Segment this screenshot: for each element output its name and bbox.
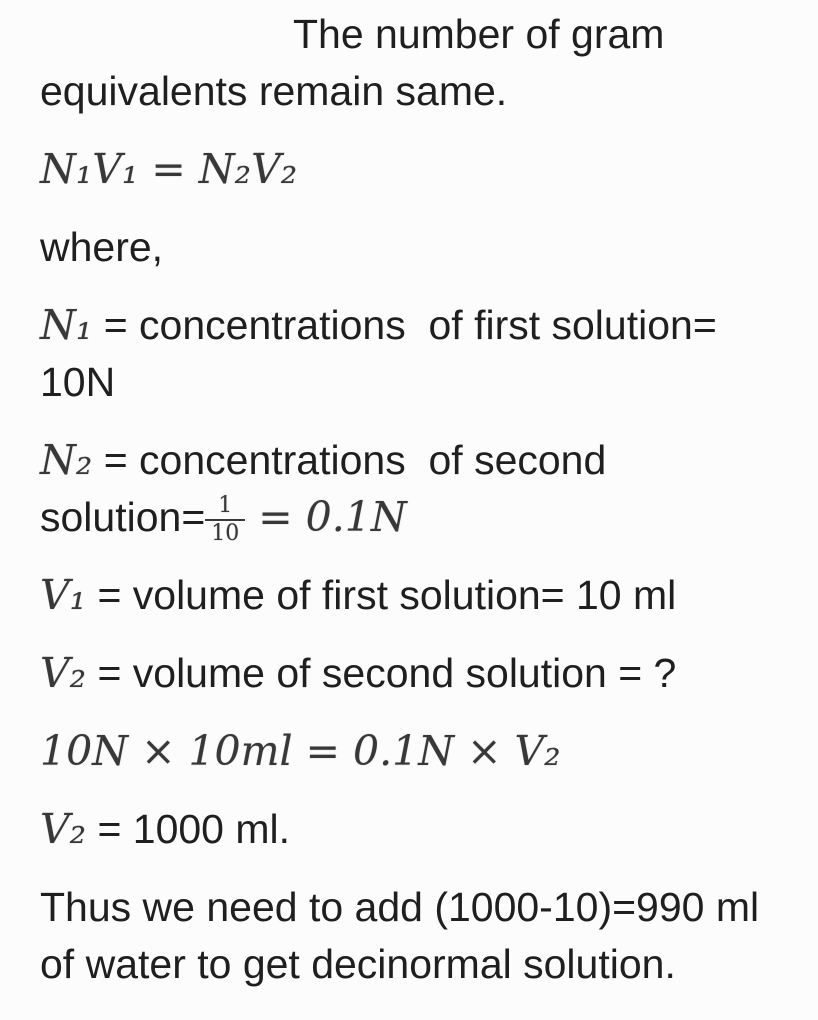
n1-definition-paragraph [40, 297, 812, 411]
n2-definition-line [40, 432, 812, 489]
v1-definition-paragraph [40, 567, 812, 624]
n1-definition-text: = concentrations of first solution= [92, 302, 717, 348]
main-equation-paragraph [40, 141, 812, 198]
conclusion-line-1: Thus we need to add (1000-10)=990 ml [40, 884, 760, 930]
n1-value: 10N [40, 359, 116, 405]
result-paragraph [40, 801, 812, 858]
n2-value-math: = 0.1N [245, 493, 407, 541]
one-tenth-fraction [205, 495, 245, 545]
v2-definition-paragraph [40, 645, 812, 702]
result-line [40, 801, 812, 858]
intro-line-2: equivalents remain same. [40, 68, 508, 114]
result-variable: V₂ [40, 805, 87, 853]
conclusion-paragraph [40, 879, 812, 993]
v2-definition-line [40, 645, 812, 702]
v1-definition-text: = volume of first solution= 10 ml [86, 572, 677, 618]
n2-continuation-text: solution= [40, 494, 206, 540]
fraction-denominator: 10 [205, 519, 245, 545]
intro-line-1: The number of gram [293, 11, 665, 57]
substituted-equation-paragraph [40, 723, 812, 780]
n1-definition-line [40, 297, 812, 354]
intro-paragraph [40, 6, 812, 120]
conclusion-line-2: of water to get decinormal solution. [40, 941, 676, 987]
n2-definition-text: = concentrations of second [92, 437, 607, 483]
result-text: = 1000 ml. [86, 806, 291, 852]
n2-definition-paragraph [40, 432, 812, 546]
where-paragraph [40, 219, 812, 276]
v1-variable: V₁ [40, 571, 87, 619]
n1-variable: N₁ [40, 301, 93, 349]
v2-definition-text: = volume of second solution = ? [86, 650, 677, 696]
v1-definition-line [40, 567, 812, 624]
main-equation: N₁V₁ = N₂V₂ [40, 145, 298, 193]
fraction-numerator: 1 [218, 493, 233, 519]
n2-value-line [40, 489, 812, 546]
where-label: where, [40, 224, 164, 270]
v2-variable: V₂ [40, 649, 87, 697]
n2-variable: N₂ [40, 436, 93, 484]
substituted-equation: 10N × 10ml = 0.1N × V₂ [40, 727, 561, 775]
